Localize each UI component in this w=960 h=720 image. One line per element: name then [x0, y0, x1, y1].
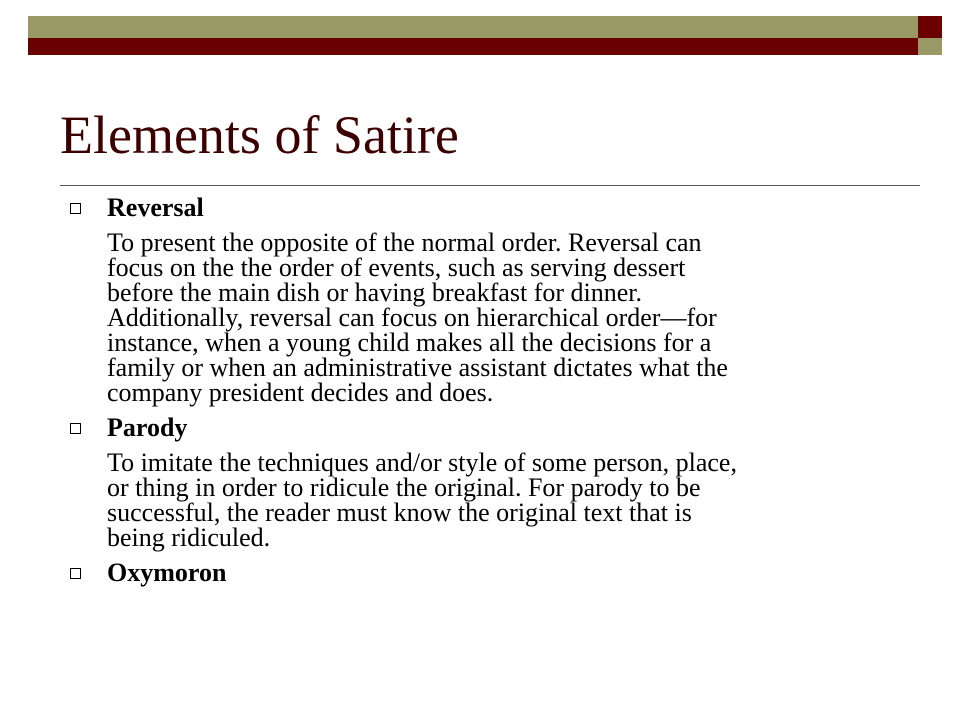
- decor-square-olive: [918, 38, 942, 55]
- bullet-item-reversal: [60, 191, 920, 411]
- decor-bar-olive: [28, 16, 918, 38]
- square-bullet-icon: [70, 423, 81, 434]
- bullet-heading: Oxymoron: [107, 558, 227, 587]
- bullet-item-parody: [60, 411, 920, 556]
- slide-content: [60, 191, 920, 592]
- title-divider: [60, 185, 920, 186]
- bullet-heading: Parody: [107, 413, 188, 442]
- bullet-item-oxymoron: [60, 556, 920, 590]
- square-bullet-icon: [70, 568, 81, 579]
- bullet-heading: Reversal: [107, 193, 204, 222]
- decor-square-red: [918, 16, 942, 38]
- bullet-description: To present the opposite of the normal order. Reversal can focus on the the order of events, such as serving dessert before the main dish or having breakfast for dinner. Additionally, reversal can focus on hierarchical order—for instance, when a young child makes all the decisions for a family or when an administrative assistant dictates what the company president decides and does.: [107, 228, 728, 407]
- slide-title: Elements of Satire: [60, 105, 459, 165]
- bullet-description: To imitate the techniques and/or style of some person, place, or thing in order to ridicule the original. For parody to be successful, the reader must know the original text that is being ridiculed.: [107, 448, 737, 552]
- square-bullet-icon: [70, 203, 81, 214]
- decor-bar-red: [28, 38, 918, 55]
